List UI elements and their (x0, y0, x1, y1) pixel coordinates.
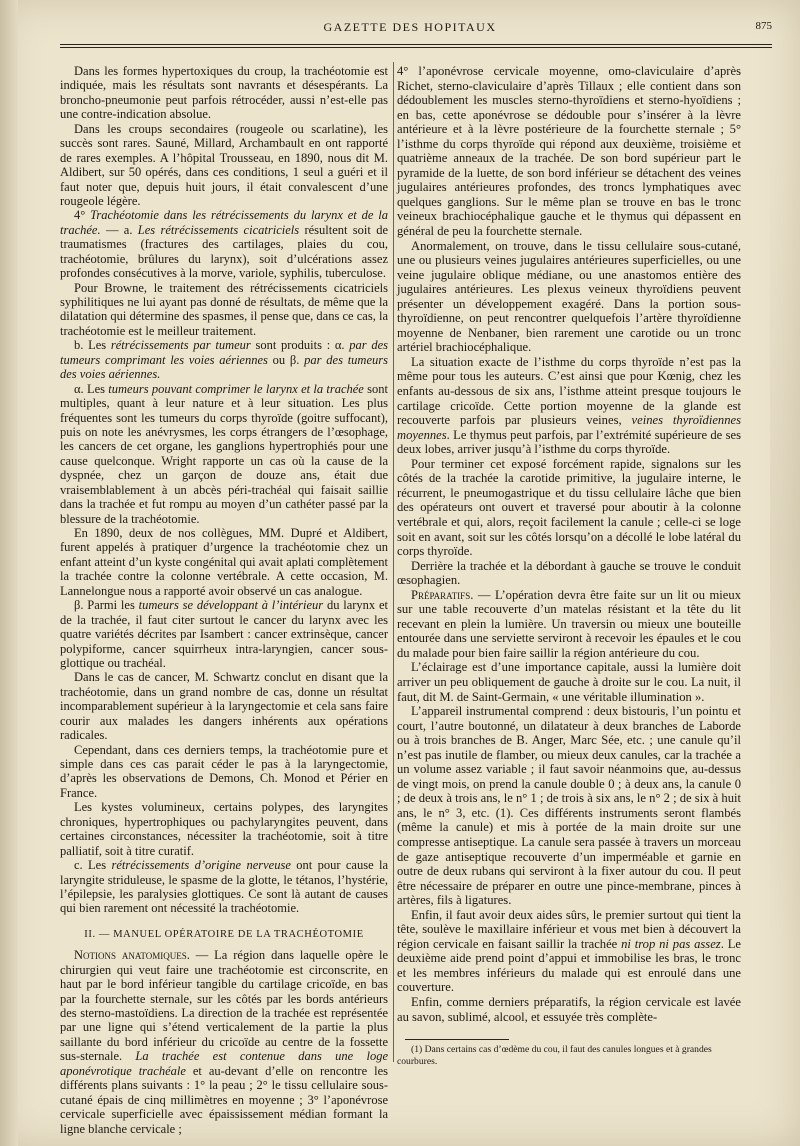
paragraph (60, 338, 388, 381)
text: α. Les (74, 381, 109, 396)
list-number: 4° (74, 208, 86, 223)
paragraph (60, 858, 388, 916)
text: La situation exacte de l’isthme du corps thyroïde n’est pas la même pour tous les auteurs. C’est ainsi que pour Kœnig, chez les enfants au-dessous de six ans, l’isthme atteint presque toujours le cartilage cricoïde. Cette portion moyenne de la glande est recouverte parfois par plusieurs veines, (397, 354, 741, 428)
emphasis: ni trop ni pas assez (621, 936, 721, 951)
emphasis: Les rétrécissements cicatriciels (137, 222, 300, 237)
page-left-edge (0, 0, 18, 1146)
emphasis: tumeurs pouvant comprimer le larynx et la trachée (108, 381, 364, 396)
paragraph (60, 948, 388, 1136)
right-column (397, 64, 741, 1024)
paragraph: Cependant, dans ces derniers temps, la trachéotomie pure et simple dans ces cas parait céder le pas à la laryngectomie, d’après les observations de Demons, Ch. Monod et Périer en France. (60, 742, 388, 800)
paragraph (60, 208, 388, 280)
paragraph: En 1890, deux de nos collègues, MM. Dupré et Aldibert, furent appelés à pratiquer d’urgence la trachéotomie chez un enfant atteint d’un kyste congénital qui avait aplati complètement la trachée contre la colonne vertébrale. A cette occasion, M. Lannelongue nous a rapporté avoir observé un cas analogue. (60, 526, 388, 598)
text: résultent soit de traumatismes (fractures des cartilages, plaies du cou, trachéotomie, brûlures du larynx), soit d’ulcérations assez profondes consécutives à la morve, variole, syphilis, tuberculose. (60, 222, 388, 281)
paragraph (60, 382, 388, 526)
page-header (60, 20, 772, 38)
text: . Le deuxième aide prend point d’appui et immobilise les bras, le tronc et les membres inférieurs du malade qui est enroulé dans une couverture. (397, 936, 741, 995)
header-rule-top (60, 44, 772, 45)
paragraph: Dans le cas de cancer, M. Schwartz conclut en disant que la trachéotomie, dans un grand nombre de cas, donne un résultat incomparablement supérieur à la laryngectomie et cela sans faire courir aux malades les dangers inhérents aux opérations radicales. (60, 670, 388, 743)
paragraph (397, 908, 741, 995)
run-in-heading: Préparatifs. (411, 587, 474, 602)
emphasis: La trachée est contenue dans une loge aponévrotique trachéale (60, 1049, 388, 1078)
text: ont pour cause la laryngite striduleuse, le spasme de la glotte, le tétanos, l’hystérie, l’épilepsie, les paralysies glottiques. Ce sont là autant de causes qui bien rarement ont nécessité la trachéotomie. (60, 858, 389, 916)
paragraph: Pour Browne, le traitement des rétrécissements cicatriciels syphilitiques ne lui ayant pas donné de résultats, de même que la dilatation qui détermine des spasmes, il pense que, dans ce cas, la trachéotomie est le meilleur traitement. (60, 280, 388, 338)
paragraph: Dans les formes hypertoxiques du croup, la trachéotomie est indiquée, mais les résultats sont navrants et désespérants. La broncho-pneumonie peut parfois rétrocéder, aussi n’est-elle pas une contre-indication absolue. (60, 64, 388, 122)
emphasis: rétrécissements d’origine nerveuse (111, 858, 291, 873)
text: Enfin, il faut avoir deux aides sûrs, le premier surtout qui tient la tête, soulève le maxillaire inférieur et vous met bien à découvert la région cervicale en faisant saillir la trachée (397, 907, 741, 951)
text: ou β. (267, 352, 305, 367)
emphasis: veines thyroïdiennes moyennes (397, 413, 741, 442)
page-right-margin (770, 150, 800, 950)
section-heading: II. — MANUEL OPÉRATOIRE DE LA TRACHÉOTOMIE (84, 928, 364, 940)
page-number: 875 (755, 20, 772, 32)
paragraph: L’appareil instrumental comprend : deux bistouris, l’un pointu et court, l’autre boutonné, un dilatateur à deux branches de Laborde ou à trois branches de B. Anger, Marc Sée, etc. ; une canule qu’il n’est pas inutile de flamber, ou mieux deux canules, car la trachée a un volume assez variable ; il faut savoir néanmoins que, au-dessus de vingt mois, on prend la canule double 0 ; à deux ans, la canule 0 ; de deux à trois ans, le n° 1 ; de trois à six ans, le n° 2 ; de six à huit ans, le n° 3, etc. (1). Ces différents instruments seront flambés (même la canule) et mis à portée de la main droite sur une compresse antiseptique. La canule sera passée à travers un morceau de gaze antiseptique recouverte d’un imperméable et garnie en outre de deux rubans qui serviront à la fixer autour du cou. Il peut être nécessaire de préparer en outre une pince-membrane, pinces à artères, fils à ligatures. (397, 704, 741, 908)
paragraph (60, 598, 388, 670)
journal-title: GAZETTE DES HOPITAUX (323, 20, 497, 34)
text: b. Les (74, 338, 111, 353)
emphasis: tumeurs se développant à l’intérieur (138, 598, 324, 613)
paragraph: 4° l’aponévrose cervicale moyenne, omo-claviculaire d’après Richet, sterno-claviculaire d’après Tillaux ; elle contient dans son dédoublement les muscles sterno-thyroïdiens et sterno-hyoïdiens ; en bas, cette aponévrose se dédouble pour s’insérer à la lèvre antérieure et à la lèvre postérieure de la fourchette sternale ; 5° l’isthme du corps thyroïde qui répond aux deuxième, troisième et quatrième anneaux de la trachée. De son bord supérieur part le pyramide de la luette, de son bord inférieur se détachent des veines jugulaires antérieures profondes, des troncs lymphatiques avec quelques ganglions. Sur le même plan se trouve en bas le tronc veineux brachiocéphalique gauche et le thymus qui dépassent en général de peu la fourchette sternale. (397, 64, 741, 239)
header-rule-bottom (60, 47, 772, 48)
paragraph: L’éclairage est d’une importance capitale, aussi la lumière doit arriver un peu obliquement de gauche à droite sur le cou. La nuit, il faut, dit M. de Saint-Germain, « une véritable illumination ». (397, 660, 741, 704)
text: du larynx et de la trachée, il faut citer surtout le cancer du larynx avec les quatre variétés décrites par Isambert : cancer extrinsèque, cancer polypiforme, cancer squirrheux intra-laryngien, cancer sous-glottique ou trachéal. (60, 598, 388, 670)
text: sont multiples, quant à leur nature et à leur situation. Les plus fréquentes sont les tumeurs du corps thyroïde (goitre suffocant), puis on note les anévrysmes, les corps étrangers de l’œsophage, les cancers de cet organe, les ganglions hypertrophiés pour une cause quelconque. Wright rapporte un cas où la cause de la dyspnée, chez un garçon de douze ans, était due vraisemblablement à un abcès péri-trachéal qui faisait saillie dans la trachée et fut rompu au moyen d’un cathéter passé par la blessure de la trachéotomie. (60, 381, 388, 526)
text: c. Les (74, 858, 112, 873)
paragraph: Dans les croups secondaires (rougeole ou scarlatine), les succès sont rares. Sauné, Millard, Archambault en ont rapporté de rares exemples. A l’hôpital Trousseau, en 1890, nous dit M. Aldibert, sur 50 opérés, dans ces conditions, 1 seul a guéri et il faut noter que, depuis huit jours, il était convalescent d’une rougeole légère. (60, 121, 388, 208)
text: — La région dans laquelle opère le chirurgien qui veut faire une trachéotomie est circonscrite, en haut par le bord inférieur tangible du cartilage cricoïde, en bas par la fourchette sternale, sur les côtés par les bords antérieurs des sterno-mastoïdiens. La direction de la trachée est représentée par une ligne qui s’étend verticalement de la partie la plus saillante du bord inférieur du cricoïde au centre de la fossette sus-sternale. (60, 948, 388, 1064)
paragraph: Derrière la trachée et la débordant à gauche se trouve le conduit œsophagien. (397, 558, 741, 588)
separator: — a. (100, 222, 138, 237)
paragraph: Enfin, comme derniers préparatifs, la région cervicale est lavée au savon, sublimé, alcool, et essuyée très complète- (397, 995, 741, 1024)
text: . Le thymus peut parfois, par l’extrémité supérieure de ses deux lobes, arriver jusqu’à l’isthme du corps thyroïde. (397, 427, 741, 457)
run-in-heading: Notions anatomiques. (74, 948, 190, 963)
footnote-text: (1) Dans certains cas d’œdème du cou, il faut des canules longues et à grandes courbures. (397, 1044, 712, 1067)
emphasis: rétrécissements par tumeur (110, 338, 251, 353)
text: β. Parmi les (74, 598, 139, 613)
footnote-rule (405, 1039, 509, 1040)
text: sont produits : α. (250, 338, 350, 353)
paragraph (397, 355, 741, 457)
subsection-title: Trachéotomie dans les rétrécissements du larynx et de la trachée. (60, 208, 389, 237)
paragraph (397, 588, 741, 661)
text: — L’opération devra être faite sur un lit ou mieux sur une table recouverte d’un matelas résistant et la tête du lit recevant en plein la lumière. Un traversin ou mieux une bouteille entourée dans une serviette serviront à recevoir les épaules et le cou du malade pour bien faire saillir la région antérieure du cou. (397, 587, 741, 660)
paragraph: Pour terminer cet exposé forcément rapide, signalons sur les côtés de la trachée la carotide primitive, la jugulaire interne, le récurrent, le pneumogastrique et du tissu cellulaire lâche que bien des opérateurs ont ouvert et traversé pour aboutir à la colonne vertébrale et qui, alors, reçoit facilement la canule ; celle-ci se loge soit en avant, soit sur les côtés lorsqu’on a décollé le lobe latéral du corps thyroïde. (397, 456, 741, 559)
left-column (60, 64, 388, 1136)
emphasis: par des tumeurs des voies aériennes. (60, 352, 388, 382)
text: et au-devant d’elle on rencontre les différents plans suivants : 1° la peau ; 2° le tissu cellulaire sous-cutané épais de cinq millimètres en moyenne ; 3° l’aponévrose cervicale superficielle avec épaississement médian formant la ligne blanche cervicale ; (60, 1063, 388, 1136)
paragraph: Anormalement, on trouve, dans le tissu cellulaire sous-cutané, une ou plusieurs veines jugulaires antérieures superficielles, ou une veine jugulaire oblique médiane, ou une anastomos entière des jugulaires antérieures. Les plexus veineux thyroïdiens peuvent présenter un développement exagéré. Dans la portion sous-thyroïdienne, on peut rencontrer quelquefois l’artère thyroïdienne moyenne de Nenbaner, bien rarement une carotide ou un tronc artériel brachiocéphalique. (397, 238, 741, 355)
column-divider (393, 62, 394, 1062)
paragraph: Les kystes volumineux, certains polypes, des laryngites chroniques, hypertrophiques ou pachylaryngites peuvent, dans certaines circonstances, nécessiter la trachéotomie, soit à titre palliatif, soit à titre curatif. (60, 800, 388, 858)
emphasis: par des tumeurs comprimant les voies aériennes (60, 338, 388, 367)
footnote (397, 1044, 741, 1067)
